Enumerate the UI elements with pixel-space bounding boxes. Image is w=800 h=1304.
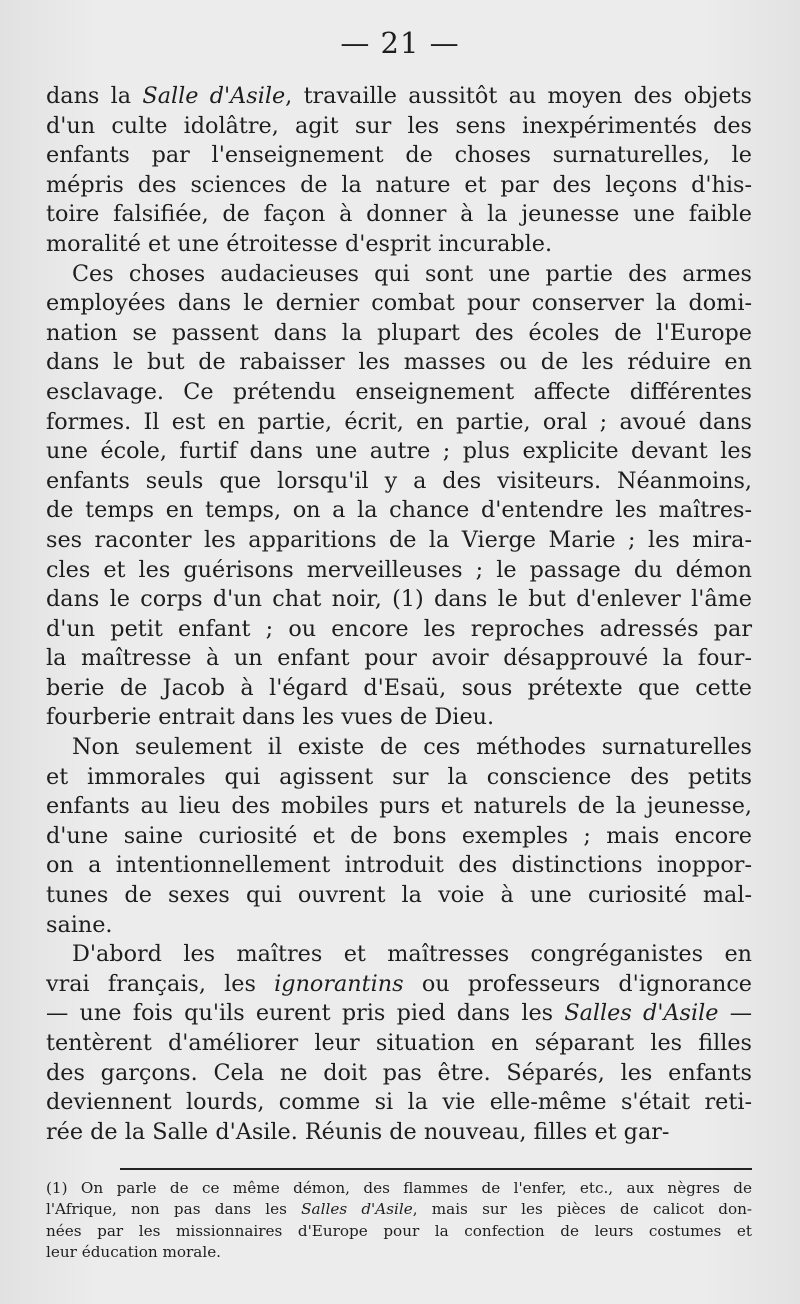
text-line bbox=[46, 970, 752, 1000]
text-line: nées par les missionnaires d'Europe pour la confection de leurs costumes et bbox=[46, 1221, 752, 1240]
text-line: Ces choses audacieuses qui sont une partie des armes bbox=[72, 260, 752, 287]
text-line: des garçons. Cela ne doit pas être. Séparés, les enfants bbox=[46, 1059, 752, 1086]
paragraph bbox=[46, 940, 752, 1147]
body-text bbox=[46, 82, 752, 1147]
text-segment: , travaille aussitôt au moyen des objets bbox=[285, 83, 753, 109]
text-line: saine. bbox=[46, 911, 113, 938]
text-line: formes. Il est en partie, écrit, en partie, oral ; avoué dans bbox=[46, 408, 752, 435]
footnote-separator bbox=[120, 1168, 752, 1170]
text-line: employées dans le dernier combat pour conserver la domi- bbox=[46, 290, 752, 317]
page-number: — 21 — bbox=[340, 26, 460, 60]
text-line: leur éducation morale. bbox=[46, 1243, 222, 1262]
footnote bbox=[46, 1178, 752, 1264]
text-line: moralité et une étroitesse d'esprit incurable. bbox=[46, 230, 553, 257]
text-line: la maîtresse à un enfant pour avoir désapprouvé la four- bbox=[46, 645, 752, 672]
text-line bbox=[46, 1199, 752, 1220]
text-line: tentèrent d'améliorer leur situation en séparant les filles bbox=[46, 1030, 752, 1056]
text-segment: dans la bbox=[46, 83, 143, 109]
text-line: mépris des sciences de la nature et par des leçons d'his- bbox=[46, 171, 752, 198]
text-line: d'un culte idolâtre, agit sur les sens inexpérimentés des bbox=[46, 112, 752, 139]
text-line: tunes de sexes qui ouvrent la voie à une curiosité mal- bbox=[46, 882, 752, 909]
text-line: Non seulement il existe de ces méthodes surnaturelles bbox=[72, 734, 752, 761]
paragraph bbox=[46, 733, 752, 940]
text-line: enfants seuls que lorsqu'il y a des visiteurs. Néanmoins, bbox=[46, 467, 752, 494]
text-line: ses raconter les apparitions de la Vierge Marie ; les mira- bbox=[46, 526, 752, 553]
text-line: de temps en temps, on a la chance d'entendre les maîtres- bbox=[46, 497, 752, 524]
text-line: dans le corps d'un chat noir, (1) dans le but d'enlever l'âme bbox=[46, 586, 752, 613]
text-line: et immorales qui agissent sur la conscience des petits bbox=[46, 763, 752, 790]
text-line: deviennent lourds, comme si la vie elle-même s'était reti- bbox=[46, 1089, 752, 1116]
text-line: (1) On parle de ce même démon, des flammes de l'enfer, etc., aux nègres de bbox=[46, 1179, 752, 1197]
text-line: nation se passent dans la plupart des écoles de l'Europe bbox=[46, 319, 752, 346]
text-segment: — bbox=[718, 1000, 753, 1027]
italic-text: ignorantins bbox=[274, 970, 404, 997]
text-line: dans le but de rabaisser les masses ou de les réduire en bbox=[46, 349, 752, 376]
text-line: berie de Jacob à l'égard d'Esaü, sous prétexte que cette bbox=[46, 674, 752, 701]
italic-text: Salles d'Asile bbox=[564, 1000, 719, 1027]
text-line: enfants au lieu des mobiles purs et naturels de la jeunesse, bbox=[46, 793, 752, 820]
text-line: d'une saine curiosité et de bons exemples ; mais encore bbox=[46, 822, 752, 849]
paragraph bbox=[46, 82, 752, 260]
text-segment: — une fois qu'ils eurent pris pied dans les bbox=[46, 1000, 565, 1027]
text-segment: l'Afrique, non pas dans les bbox=[46, 1200, 302, 1219]
text-line bbox=[46, 999, 752, 1029]
text-line: on a intentionnellement introduit des distinctions inoppor- bbox=[46, 852, 752, 879]
text-line: enfants par l'enseignement de choses surnaturelles, le bbox=[46, 142, 752, 169]
text-segment: , mais sur les pièces de calicot don- bbox=[412, 1200, 753, 1219]
text-segment: vrai français, les bbox=[46, 970, 275, 997]
text-line: cles et les guérisons merveilleuses ; le passage du démon bbox=[46, 556, 752, 583]
italic-text: Salles d'Asile bbox=[301, 1200, 413, 1219]
text-line: d'un petit enfant ; ou encore les reproches adressés par bbox=[46, 615, 752, 642]
italic-text: Salle d'Asile bbox=[142, 83, 286, 109]
text-segment: ou professeurs d'ignorance bbox=[403, 970, 752, 997]
paragraph bbox=[46, 260, 752, 734]
text-line: esclavage. Ce prétendu enseignement affecte différentes bbox=[46, 378, 752, 405]
text-line: une école, furtif dans une autre ; plus explicite devant les bbox=[46, 438, 752, 465]
text-line: rée de la Salle d'Asile. Réunis de nouveau, filles et gar- bbox=[46, 1118, 670, 1145]
text-line bbox=[46, 82, 752, 112]
text-line: D'abord les maîtres et maîtresses congréganistes en bbox=[72, 941, 752, 968]
text-line: fourberie entrait dans les vues de Dieu. bbox=[46, 704, 495, 731]
text-line: toire falsifiée, de façon à donner à la jeunesse une faible bbox=[46, 201, 752, 228]
